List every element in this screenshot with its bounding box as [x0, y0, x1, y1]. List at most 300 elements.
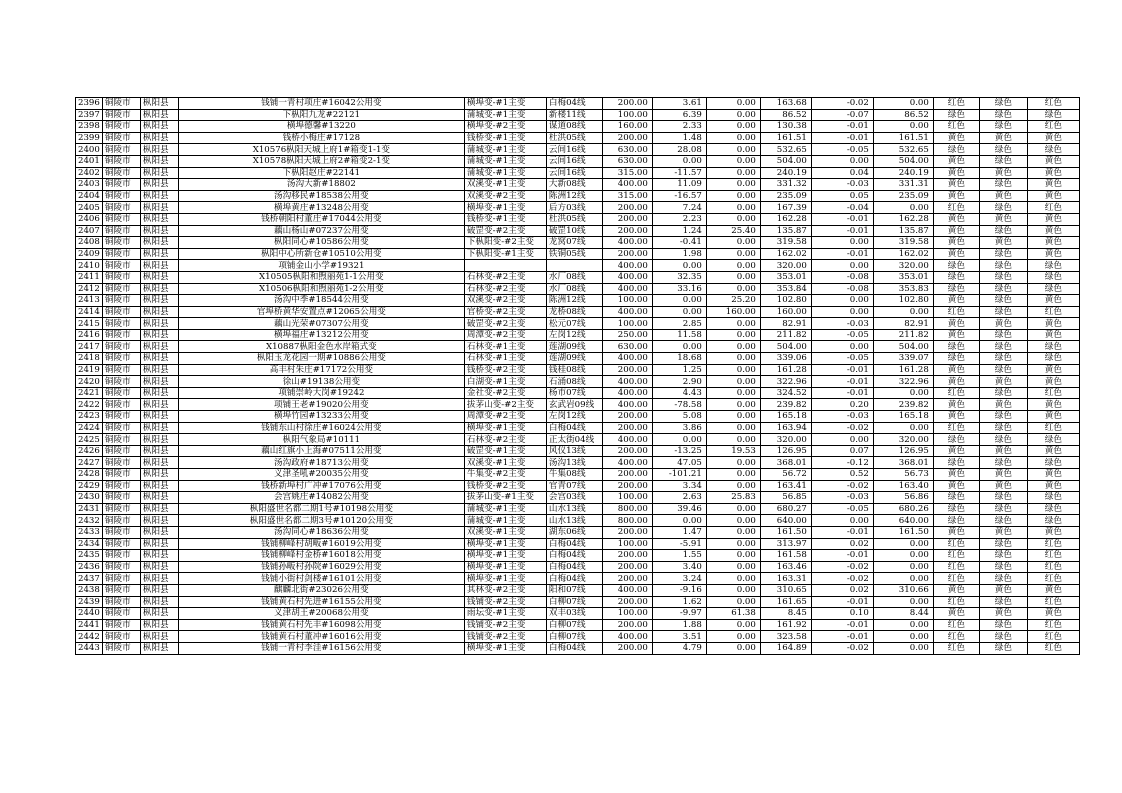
- table-cell-no: 2410: [76, 260, 103, 272]
- table-cell-status2: 绿色: [1027, 341, 1079, 353]
- table-cell-c11: 0.00: [873, 538, 933, 550]
- table-cell-transformer: 蒲城变-#1主变: [464, 515, 546, 527]
- table-cell-line: 陈洲12线: [546, 295, 602, 307]
- table-cell-transformer: 横埠变-#2主变: [464, 121, 546, 133]
- table-cell-transformer: 石林变-#1主变: [464, 353, 546, 365]
- table-cell-c9: 313.97: [760, 538, 811, 550]
- table-cell-county: 枞阳县: [140, 271, 178, 283]
- table-cell-transformer: 下枞阳变-#2主变: [464, 237, 546, 249]
- table-cell-c9: 163.46: [760, 561, 811, 573]
- table-cell-load: 3.86: [652, 422, 706, 434]
- table-cell-status2: 红色: [1027, 121, 1079, 133]
- table-cell-station: 藕山红旗小上海#07511公用变: [178, 445, 464, 457]
- table-cell-status1: 绿色: [979, 364, 1027, 376]
- table-cell-city: 铜陵市: [102, 619, 140, 631]
- table-cell-status1: 绿色: [979, 457, 1027, 469]
- table-cell-c10: -0.02: [811, 573, 873, 585]
- table-cell-line: 松元07线: [546, 318, 602, 330]
- table-cell-station: 麒麟北街#23026公用变: [178, 584, 464, 596]
- table-cell-c10: 0.04: [811, 167, 873, 179]
- table-cell-c8: 160.00: [706, 306, 760, 318]
- table-row: [76, 155, 1080, 167]
- table-cell-c11: 135.87: [873, 225, 933, 237]
- table-cell-c12: 绿色: [933, 271, 979, 283]
- table-cell-capacity: 315.00: [602, 190, 652, 202]
- table-cell-no: 2397: [76, 109, 103, 121]
- table-cell-c9: 161.92: [760, 619, 811, 631]
- table-cell-station: 钱桥新埠村广冲#17076公用变: [178, 480, 464, 492]
- table-row: [76, 225, 1080, 237]
- table-cell-transformer: 蒲城变-#1主变: [464, 144, 546, 156]
- table-cell-county: 枞阳县: [140, 132, 178, 144]
- table-cell-c9: 161.65: [760, 596, 811, 608]
- table-cell-c10: -0.05: [811, 353, 873, 365]
- table-cell-station: 藕山杨山#07237公用变: [178, 225, 464, 237]
- table-cell-c9: 240.19: [760, 167, 811, 179]
- table-cell-status2: 黄色: [1027, 167, 1079, 179]
- table-cell-c12: 红色: [933, 121, 979, 133]
- table-cell-c9: 56.85: [760, 492, 811, 504]
- table-cell-c9: 504.00: [760, 155, 811, 167]
- table-cell-line: 山水13线: [546, 515, 602, 527]
- table-cell-c8: 0.00: [706, 526, 760, 538]
- table-cell-load: 0.00: [652, 260, 706, 272]
- table-cell-station: 高丰村朱庄#17172公用变: [178, 364, 464, 376]
- table-cell-city: 铜陵市: [102, 283, 140, 295]
- table-cell-load: 0.00: [652, 155, 706, 167]
- table-cell-status2: 绿色: [1027, 492, 1079, 504]
- table-cell-transformer: 钱铺变-#2主变: [464, 596, 546, 608]
- table-cell-capacity: 400.00: [602, 457, 652, 469]
- table-cell-c10: -0.04: [811, 202, 873, 214]
- table-cell-load: -11.57: [652, 167, 706, 179]
- table-cell-transformer: 蒲城变-#1主变: [464, 155, 546, 167]
- table-cell-load: 3.51: [652, 631, 706, 643]
- table-cell-capacity: 400.00: [602, 399, 652, 411]
- table-cell-county: 枞阳县: [140, 642, 178, 654]
- table-cell-no: 2414: [76, 306, 103, 318]
- table-cell-no: 2431: [76, 503, 103, 515]
- table-cell-status1: 黄色: [979, 190, 1027, 202]
- table-cell-no: 2417: [76, 341, 103, 353]
- table-cell-station: 汤沟中季#18544公用变: [178, 295, 464, 307]
- table-cell-no: 2404: [76, 190, 103, 202]
- table-cell-c12: 红色: [933, 631, 979, 643]
- table-cell-status2: 红色: [1027, 596, 1079, 608]
- table-row: [76, 561, 1080, 573]
- table-row: [76, 121, 1080, 133]
- table-cell-no: 2440: [76, 608, 103, 620]
- table-cell-c10: -0.01: [811, 631, 873, 643]
- table-cell-county: 枞阳县: [140, 213, 178, 225]
- table-cell-c8: 0.00: [706, 318, 760, 330]
- table-cell-status1: 绿色: [979, 329, 1027, 341]
- table-cell-transformer: 横埠变-#1主变: [464, 573, 546, 585]
- table-cell-status1: 绿色: [979, 121, 1027, 133]
- table-cell-no: 2426: [76, 445, 103, 457]
- table-cell-county: 枞阳县: [140, 631, 178, 643]
- table-cell-county: 枞阳县: [140, 538, 178, 550]
- table-cell-load: 2.90: [652, 376, 706, 388]
- table-cell-c8: 0.00: [706, 155, 760, 167]
- table-cell-c10: 0.00: [811, 155, 873, 167]
- table-cell-c8: 25.83: [706, 492, 760, 504]
- table-cell-c9: 102.80: [760, 295, 811, 307]
- table-cell-load: -101.21: [652, 469, 706, 481]
- table-cell-c9: 353.84: [760, 283, 811, 295]
- table-cell-c9: 504.00: [760, 341, 811, 353]
- table-cell-status2: 绿色: [1027, 515, 1079, 527]
- table-cell-county: 枞阳县: [140, 121, 178, 133]
- table-cell-transformer: 拔茅山变-#2主变: [464, 399, 546, 411]
- table-cell-city: 铜陵市: [102, 329, 140, 341]
- table-cell-transformer: 周潭变-#2主变: [464, 329, 546, 341]
- table-row: [76, 237, 1080, 249]
- table-row: [76, 596, 1080, 608]
- table-cell-c10: -0.02: [811, 422, 873, 434]
- table-cell-load: 5.08: [652, 411, 706, 423]
- table-cell-city: 铜陵市: [102, 561, 140, 573]
- table-cell-capacity: 800.00: [602, 515, 652, 527]
- table-cell-no: 2405: [76, 202, 103, 214]
- table-cell-status1: 绿色: [979, 144, 1027, 156]
- table-cell-city: 铜陵市: [102, 341, 140, 353]
- table-cell-no: 2421: [76, 387, 103, 399]
- table-cell-c9: 320.00: [760, 260, 811, 272]
- table-cell-transformer: 石林变-#2主变: [464, 271, 546, 283]
- table-cell-status2: 红色: [1027, 387, 1079, 399]
- table-cell-c9: 163.41: [760, 480, 811, 492]
- table-cell-c11: 320.00: [873, 260, 933, 272]
- table-cell-c9: 320.00: [760, 434, 811, 446]
- table-cell-city: 铜陵市: [102, 353, 140, 365]
- table-cell-c8: 0.00: [706, 457, 760, 469]
- table-cell-status1: 绿色: [979, 109, 1027, 121]
- table-cell-c12: 绿色: [933, 341, 979, 353]
- table-cell-load: 3.40: [652, 561, 706, 573]
- table-cell-c11: 86.52: [873, 109, 933, 121]
- table-cell-status2: 绿色: [1027, 144, 1079, 156]
- table-cell-station: 钱铺孙畈村孙院#16029公用变: [178, 561, 464, 573]
- table-row: [76, 631, 1080, 643]
- table-row: [76, 306, 1080, 318]
- table-cell-capacity: 200.00: [602, 411, 652, 423]
- table-cell-capacity: 400.00: [602, 283, 652, 295]
- table-cell-county: 枞阳县: [140, 411, 178, 423]
- table-cell-load: 3.24: [652, 573, 706, 585]
- table-cell-c10: -0.02: [811, 480, 873, 492]
- table-cell-status1: 绿色: [979, 631, 1027, 643]
- table-cell-county: 枞阳县: [140, 445, 178, 457]
- table-cell-status1: 绿色: [979, 387, 1027, 399]
- table-cell-c11: 353.01: [873, 271, 933, 283]
- table-cell-transformer: 官桥变-#2主变: [464, 306, 546, 318]
- table-cell-transformer: 牛集变-#2主变: [464, 469, 546, 481]
- table-cell-c11: 82.91: [873, 318, 933, 330]
- table-cell-county: 枞阳县: [140, 584, 178, 596]
- table-cell-capacity: 200.00: [602, 422, 652, 434]
- table-cell-county: 枞阳县: [140, 341, 178, 353]
- table-cell-c10: -0.01: [811, 619, 873, 631]
- table-cell-county: 枞阳县: [140, 619, 178, 631]
- table-cell-c12: 黄色: [933, 364, 979, 376]
- table-cell-c11: 320.00: [873, 434, 933, 446]
- table-cell-transformer: 石林变-#2主变: [464, 434, 546, 446]
- table-cell-no: 2423: [76, 411, 103, 423]
- table-cell-line: 钱桂08线: [546, 364, 602, 376]
- table-cell-city: 铜陵市: [102, 190, 140, 202]
- table-row: [76, 109, 1080, 121]
- table-cell-c9: 211.82: [760, 329, 811, 341]
- table-cell-c9: 56.72: [760, 469, 811, 481]
- table-cell-county: 枞阳县: [140, 329, 178, 341]
- table-cell-status2: 黄色: [1027, 411, 1079, 423]
- table-cell-c8: 0.00: [706, 248, 760, 260]
- table-body: [76, 98, 1080, 655]
- table-cell-load: 11.58: [652, 329, 706, 341]
- table-cell-line: 龙窝07线: [546, 237, 602, 249]
- table-cell-status2: 黄色: [1027, 248, 1079, 260]
- table-cell-status1: 绿色: [979, 538, 1027, 550]
- table-cell-c12: 黄色: [933, 179, 979, 191]
- table-cell-line: [546, 260, 602, 272]
- table-cell-status1: 绿色: [979, 260, 1027, 272]
- table-cell-c10: -0.01: [811, 376, 873, 388]
- table-cell-c8: 0.00: [706, 503, 760, 515]
- table-row: [76, 376, 1080, 388]
- table-cell-c12: 黄色: [933, 445, 979, 457]
- table-cell-city: 铜陵市: [102, 399, 140, 411]
- table-cell-status2: 黄色: [1027, 329, 1079, 341]
- table-cell-c11: 0.00: [873, 422, 933, 434]
- table-cell-station: 官埠桥黄华安置点#12065公用变: [178, 306, 464, 318]
- table-cell-status2: 绿色: [1027, 503, 1079, 515]
- table-cell-no: 2432: [76, 515, 103, 527]
- table-cell-c8: 0.00: [706, 179, 760, 191]
- table-cell-c11: 165.18: [873, 411, 933, 423]
- table-cell-county: 枞阳县: [140, 144, 178, 156]
- table-cell-no: 2409: [76, 248, 103, 260]
- table-cell-c9: 163.31: [760, 573, 811, 585]
- table-cell-c11: 0.00: [873, 98, 933, 110]
- table-cell-station: 义津圣吼#20035公用变: [178, 469, 464, 481]
- table-cell-station: 项铺金山小学#19321: [178, 260, 464, 272]
- table-cell-c10: -0.03: [811, 179, 873, 191]
- table-row: [76, 411, 1080, 423]
- table-cell-station: 钱铺黄石村董冲#16016公用变: [178, 631, 464, 643]
- table-cell-transformer: 拔茅山变-#1主变: [464, 492, 546, 504]
- table-cell-line: 湖东06线: [546, 526, 602, 538]
- table-cell-no: 2400: [76, 144, 103, 156]
- table-cell-c8: 0.00: [706, 190, 760, 202]
- table-cell-capacity: 200.00: [602, 480, 652, 492]
- table-cell-county: 枞阳县: [140, 306, 178, 318]
- table-cell-status2: 黄色: [1027, 295, 1079, 307]
- table-row: [76, 457, 1080, 469]
- table-cell-transformer: 双溪变-#1主变: [464, 179, 546, 191]
- table-cell-load: 2.63: [652, 492, 706, 504]
- table-cell-transformer: 钱铺变-#2主变: [464, 619, 546, 631]
- table-cell-capacity: 400.00: [602, 434, 652, 446]
- table-cell-capacity: 400.00: [602, 179, 652, 191]
- table-cell-station: 藕山光荣#07307公用变: [178, 318, 464, 330]
- table-cell-c12: 绿色: [933, 492, 979, 504]
- table-cell-c10: -0.01: [811, 526, 873, 538]
- table-cell-line: 大新08线: [546, 179, 602, 191]
- table-cell-capacity: 200.00: [602, 596, 652, 608]
- table-cell-transformer: 钱铺变-#2主变: [464, 631, 546, 643]
- table-cell-line: 正太街04线: [546, 434, 602, 446]
- table-cell-county: 枞阳县: [140, 480, 178, 492]
- table-cell-load: 4.79: [652, 642, 706, 654]
- table-cell-line: 云间16线: [546, 155, 602, 167]
- table-cell-c10: -0.01: [811, 596, 873, 608]
- table-cell-c10: -0.01: [811, 121, 873, 133]
- table-cell-c10: -0.08: [811, 283, 873, 295]
- table-cell-station: 枞阳盛世名都二期3号#10120公用变: [178, 515, 464, 527]
- table-cell-station: 下枞阳赵庄#22141: [178, 167, 464, 179]
- table-cell-status2: 黄色: [1027, 584, 1079, 596]
- table-cell-status1: 黄色: [979, 608, 1027, 620]
- table-cell-c8: 0.00: [706, 434, 760, 446]
- table-cell-city: 铜陵市: [102, 608, 140, 620]
- table-cell-line: 铁铜05线: [546, 248, 602, 260]
- table-cell-c11: 0.00: [873, 121, 933, 133]
- table-cell-no: 2439: [76, 596, 103, 608]
- table-cell-c12: 红色: [933, 98, 979, 110]
- table-cell-status1: 黄色: [979, 237, 1027, 249]
- table-cell-status2: 黄色: [1027, 179, 1079, 191]
- table-cell-line: 白梅04线: [546, 561, 602, 573]
- table-cell-station: 横埠福庄#13212公用变: [178, 329, 464, 341]
- table-cell-status1: 绿色: [979, 271, 1027, 283]
- table-cell-c11: 0.00: [873, 631, 933, 643]
- table-cell-line: 白梅04线: [546, 642, 602, 654]
- table-cell-station: 汤沟政府#18713公用变: [178, 457, 464, 469]
- table-cell-county: 枞阳县: [140, 596, 178, 608]
- table-cell-no: 2411: [76, 271, 103, 283]
- table-cell-capacity: 100.00: [602, 608, 652, 620]
- table-cell-c8: 0.00: [706, 631, 760, 643]
- table-cell-c9: 331.32: [760, 179, 811, 191]
- table-cell-c12: 绿色: [933, 515, 979, 527]
- table-cell-c8: 0.00: [706, 561, 760, 573]
- table-cell-c10: -0.03: [811, 318, 873, 330]
- table-cell-c12: 绿色: [933, 109, 979, 121]
- table-cell-line: 白梅04线: [546, 422, 602, 434]
- table-cell-c8: 0.00: [706, 353, 760, 365]
- table-cell-line: 白柳07线: [546, 619, 602, 631]
- table-cell-c12: 黄色: [933, 584, 979, 596]
- table-cell-status1: 绿色: [979, 642, 1027, 654]
- table-cell-no: 2438: [76, 584, 103, 596]
- table-cell-transformer: 下枞阳变-#1主变: [464, 248, 546, 260]
- table-cell-line: 后方03线: [546, 202, 602, 214]
- table-cell-c10: 0.00: [811, 295, 873, 307]
- table-cell-station: 枞阳玉龙花园一期#10886公用变: [178, 353, 464, 365]
- table-cell-c12: 绿色: [933, 434, 979, 446]
- table-row: [76, 190, 1080, 202]
- table-cell-capacity: 200.00: [602, 642, 652, 654]
- table-cell-line: 玄武岩09线: [546, 399, 602, 411]
- table-row: [76, 98, 1080, 110]
- table-cell-c8: 0.00: [706, 411, 760, 423]
- table-cell-c10: -0.12: [811, 457, 873, 469]
- table-cell-c11: 319.58: [873, 237, 933, 249]
- table-cell-status1: 黄色: [979, 167, 1027, 179]
- table-cell-c12: 红色: [933, 387, 979, 399]
- table-cell-status1: 绿色: [979, 283, 1027, 295]
- table-cell-status1: 绿色: [979, 155, 1027, 167]
- table-cell-capacity: 200.00: [602, 573, 652, 585]
- table-cell-c11: 0.00: [873, 573, 933, 585]
- table-cell-status1: 绿色: [979, 492, 1027, 504]
- table-cell-c11: 532.65: [873, 144, 933, 156]
- table-cell-c10: 0.52: [811, 469, 873, 481]
- table-cell-c10: -0.03: [811, 411, 873, 423]
- table-cell-c8: 0.00: [706, 202, 760, 214]
- table-cell-county: 枞阳县: [140, 608, 178, 620]
- table-cell-c9: 163.94: [760, 422, 811, 434]
- table-cell-status1: 绿色: [979, 503, 1027, 515]
- table-cell-county: 枞阳县: [140, 353, 178, 365]
- table-cell-c8: 0.00: [706, 364, 760, 376]
- table-cell-load: 11.09: [652, 179, 706, 191]
- table-cell-load: 2.23: [652, 213, 706, 225]
- table-cell-city: 铜陵市: [102, 225, 140, 237]
- table-cell-capacity: 800.00: [602, 503, 652, 515]
- table-cell-load: 18.68: [652, 353, 706, 365]
- table-cell-county: 枞阳县: [140, 376, 178, 388]
- table-cell-c10: 0.00: [811, 237, 873, 249]
- table-cell-capacity: 200.00: [602, 619, 652, 631]
- table-cell-c12: 黄色: [933, 399, 979, 411]
- table-cell-status2: 红色: [1027, 631, 1079, 643]
- table-cell-capacity: 160.00: [602, 121, 652, 133]
- table-cell-capacity: 200.00: [602, 213, 652, 225]
- table-cell-transformer: 钱桥变-#1主变: [464, 132, 546, 144]
- table-cell-status1: 黄色: [979, 526, 1027, 538]
- table-cell-no: 2401: [76, 155, 103, 167]
- table-cell-city: 铜陵市: [102, 480, 140, 492]
- table-cell-line: 汤沟13线: [546, 457, 602, 469]
- table-cell-transformer: 石林变-#1主变: [464, 341, 546, 353]
- table-cell-c8: 0.00: [706, 144, 760, 156]
- table-cell-transformer: 双溪变-#2主变: [464, 295, 546, 307]
- table-cell-c12: 黄色: [933, 295, 979, 307]
- table-cell-transformer: 横埠变-#1主变: [464, 538, 546, 550]
- table-cell-line: 新楼11线: [546, 109, 602, 121]
- table-cell-status1: 绿色: [979, 248, 1027, 260]
- table-cell-county: 枞阳县: [140, 202, 178, 214]
- table-cell-line: 双丰03线: [546, 608, 602, 620]
- table-cell-line: 水厂08线: [546, 283, 602, 295]
- table-cell-line: 莲湖09线: [546, 341, 602, 353]
- table-cell-status2: 红色: [1027, 642, 1079, 654]
- table-cell-line: 白梅04线: [546, 550, 602, 562]
- table-cell-load: 1.88: [652, 619, 706, 631]
- table-cell-c10: -0.02: [811, 561, 873, 573]
- table-cell-load: -16.57: [652, 190, 706, 202]
- table-cell-c8: 25.40: [706, 225, 760, 237]
- table-row: [76, 503, 1080, 515]
- table-cell-c10: 0.00: [811, 341, 873, 353]
- table-cell-station: 下枞阳九龙#22121: [178, 109, 464, 121]
- table-cell-transformer: 蒲城变-#1主变: [464, 167, 546, 179]
- table-cell-load: 1.47: [652, 526, 706, 538]
- table-cell-no: 2398: [76, 121, 103, 133]
- table-cell-c12: 黄色: [933, 190, 979, 202]
